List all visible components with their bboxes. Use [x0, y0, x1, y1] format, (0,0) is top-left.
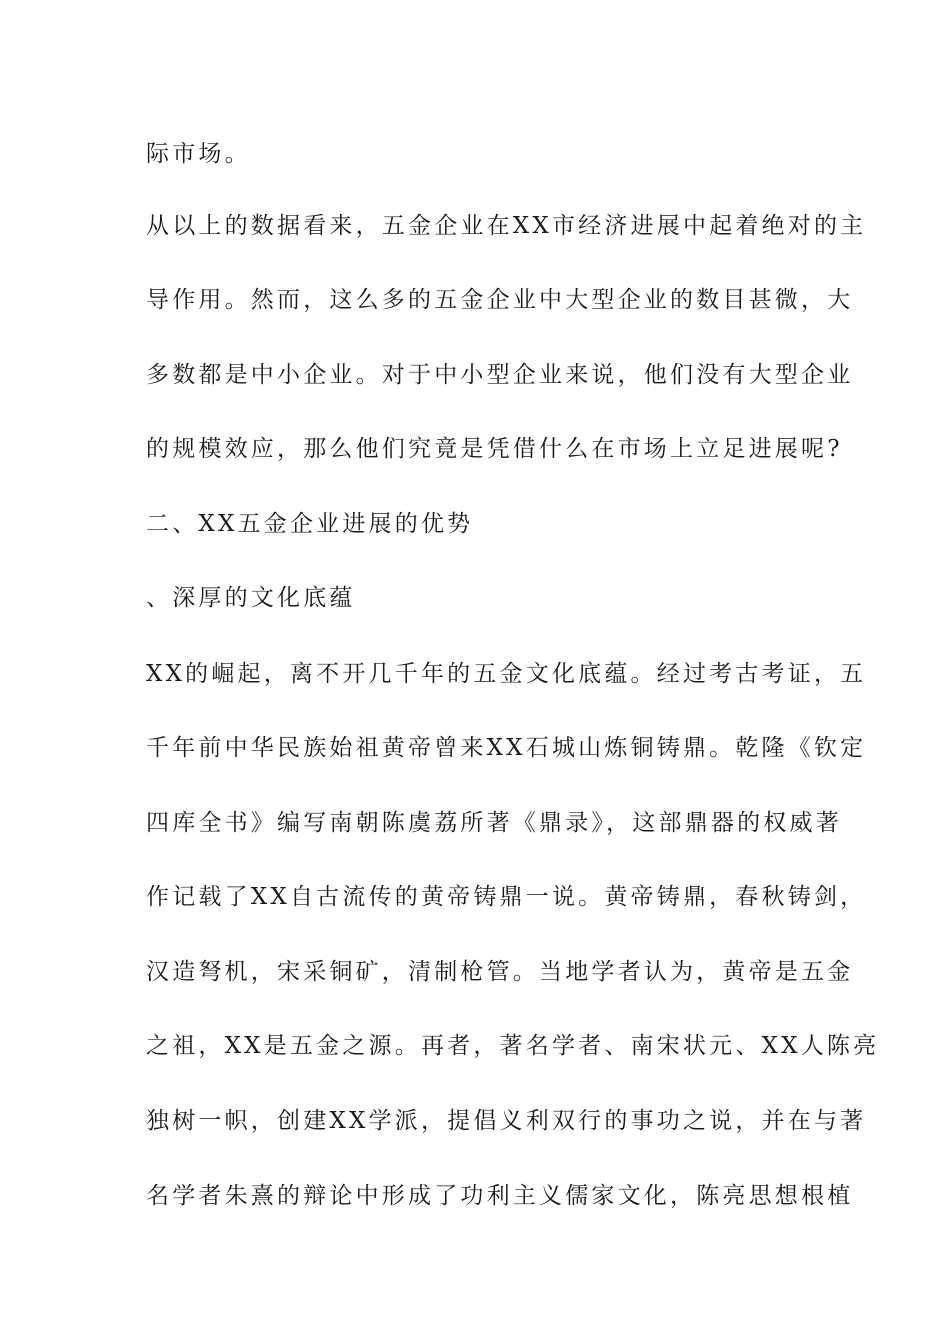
paragraph-line: 千年前中华民族始祖黄帝曾来XX石城山炼铜铸鼎。乾隆《钦定: [146, 735, 867, 761]
paragraph-line: 作记载了XX自古流传的黄帝铸鼎一说。黄帝铸鼎，春秋铸剑，: [146, 884, 867, 910]
paragraph-line: 汉造弩机，宋采铜矿，清制枪管。当地学者认为，黄帝是五金: [146, 959, 854, 985]
section-heading: 二、XX五金企业进展的优势: [146, 511, 474, 537]
paragraph-line: 际市场。: [146, 141, 251, 167]
paragraph-line: 之祖，XX是五金之源。再者，著名学者、南宋状元、XX人陈亮: [146, 1033, 880, 1059]
paragraph-line: 多数都是中小企业。对于中小型企业来说，他们没有大型企业: [146, 362, 854, 388]
paragraph-line: 名学者朱熹的辩论中形成了功利主义儒家文化，陈亮思想根植: [146, 1183, 854, 1209]
paragraph-line: XX的崛起，离不开几千年的五金文化底蕴。经过考古考证，五: [146, 661, 867, 687]
paragraph-line: 独树一帜，创建XX学派，提倡义利双行的事功之说，并在与著: [146, 1108, 867, 1134]
subsection-heading: 、深厚的文化底蕴: [146, 585, 356, 611]
paragraph-line: 从以上的数据看来，五金企业在XX市经济进展中起着绝对的主: [146, 213, 867, 239]
paragraph-line: 的规模效应，那么他们究竟是凭借什么在市场上立足进展呢?: [146, 436, 843, 462]
paragraph-line: 四库全书》编写南朝陈虞荔所著《鼎录》，这部鼎器的权威著: [146, 810, 842, 836]
paragraph-line: 导作用。然而，这么多的五金企业中大型企业的数目甚微，大: [146, 287, 854, 313]
